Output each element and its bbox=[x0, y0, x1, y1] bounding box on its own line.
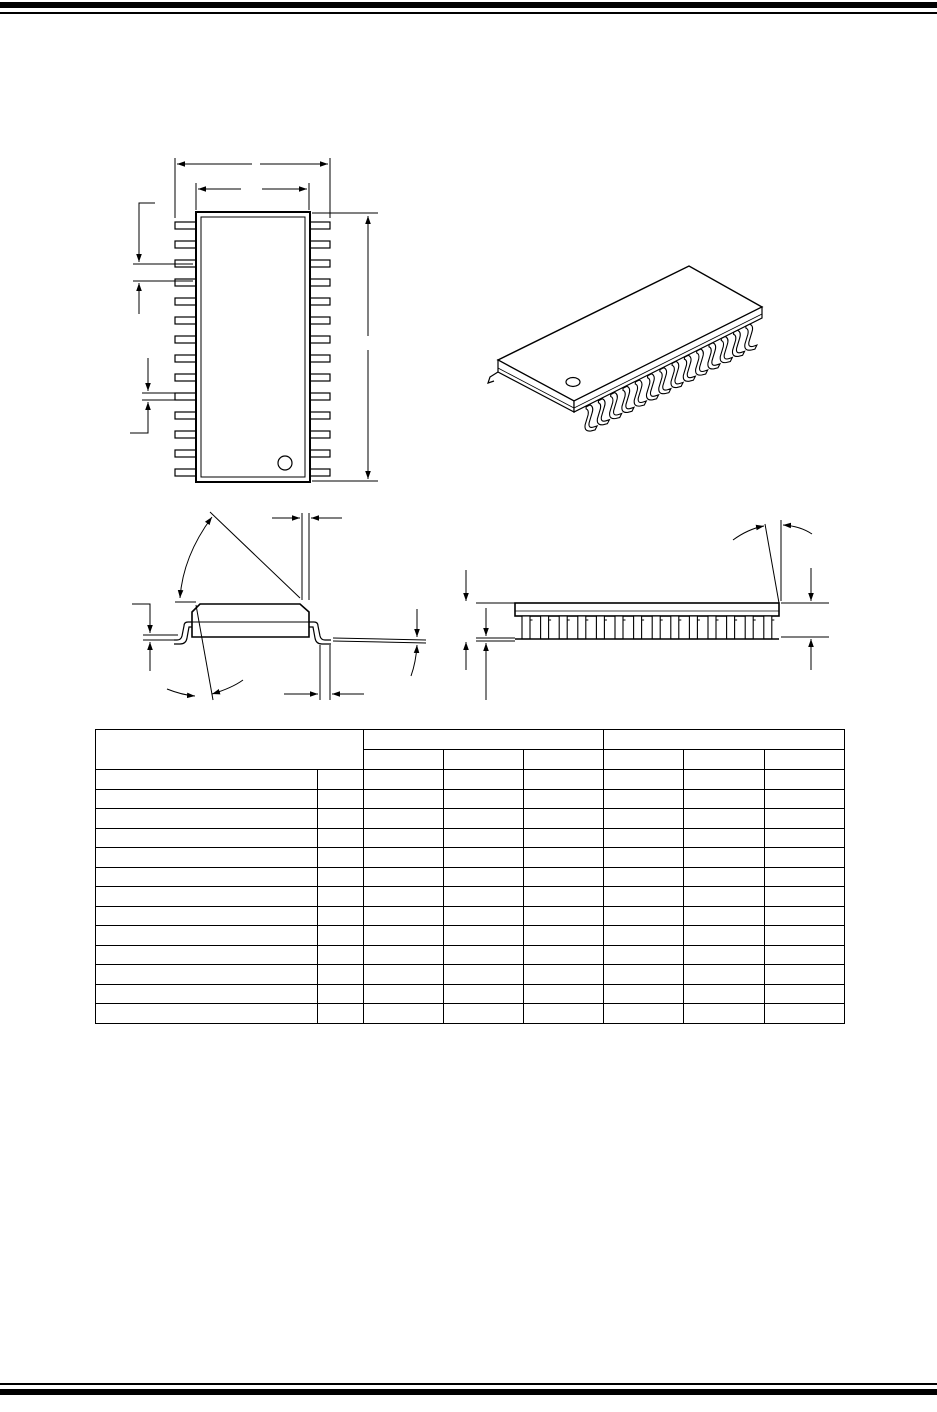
iso-lead bbox=[597, 399, 609, 425]
table-cell bbox=[364, 1004, 444, 1024]
table-cell bbox=[444, 750, 524, 770]
table-cell bbox=[444, 945, 524, 965]
table-cell bbox=[684, 906, 765, 926]
lead-right bbox=[310, 298, 330, 305]
table-cell bbox=[604, 770, 684, 790]
table-cell bbox=[96, 730, 364, 750]
package-body-outline bbox=[196, 212, 310, 482]
table-cell bbox=[444, 809, 524, 829]
table-cell bbox=[96, 750, 364, 770]
table-cell bbox=[684, 867, 765, 887]
lead-end bbox=[727, 616, 735, 639]
table-cell bbox=[524, 926, 604, 946]
table-cell bbox=[96, 1004, 318, 1024]
side-body bbox=[192, 604, 309, 637]
table-cell bbox=[96, 809, 318, 829]
table-cell bbox=[96, 867, 318, 887]
iso-lead bbox=[646, 374, 658, 400]
lead-right bbox=[310, 317, 330, 324]
table-cell bbox=[318, 965, 364, 985]
iso-lead bbox=[585, 405, 597, 431]
bottom-rule-thick bbox=[0, 1389, 937, 1395]
table-cell bbox=[96, 887, 318, 907]
table-cell bbox=[318, 906, 364, 926]
table-cell bbox=[318, 789, 364, 809]
table-cell bbox=[604, 750, 684, 770]
lead-left bbox=[175, 393, 196, 400]
table-cell bbox=[318, 828, 364, 848]
table-cell bbox=[318, 926, 364, 946]
table-cell bbox=[96, 984, 318, 1004]
table-cell bbox=[524, 848, 604, 868]
table-cell bbox=[765, 926, 845, 946]
table-cell bbox=[364, 770, 444, 790]
table-cell bbox=[96, 770, 318, 790]
lead-right bbox=[310, 393, 330, 400]
table-cell bbox=[444, 906, 524, 926]
top-view bbox=[130, 158, 378, 482]
lead-right bbox=[310, 412, 330, 419]
table-cell bbox=[604, 848, 684, 868]
table-cell bbox=[684, 945, 765, 965]
table-cell bbox=[364, 730, 604, 750]
table-cell bbox=[604, 926, 684, 946]
table-cell bbox=[96, 789, 318, 809]
table-cell bbox=[318, 809, 364, 829]
table-cell bbox=[604, 984, 684, 1004]
table-cell bbox=[684, 965, 765, 985]
end-body bbox=[515, 603, 779, 616]
lead-end bbox=[634, 616, 642, 639]
table-cell bbox=[684, 789, 765, 809]
table-cell bbox=[524, 887, 604, 907]
table-cell bbox=[524, 809, 604, 829]
iso-lead bbox=[683, 355, 695, 381]
iso-lead bbox=[732, 330, 744, 356]
table-cell bbox=[524, 1004, 604, 1024]
lead-end bbox=[652, 616, 660, 639]
table-cell bbox=[684, 770, 765, 790]
table-row bbox=[96, 730, 845, 750]
table-cell bbox=[684, 750, 765, 770]
table-cell bbox=[604, 867, 684, 887]
table-cell bbox=[604, 1004, 684, 1024]
lead-right bbox=[310, 431, 330, 438]
lead-right bbox=[310, 260, 330, 267]
table-cell bbox=[444, 965, 524, 985]
table-cell bbox=[318, 848, 364, 868]
lead-end bbox=[522, 616, 530, 639]
lead-right bbox=[310, 222, 330, 229]
isometric-view bbox=[488, 266, 762, 431]
end-view bbox=[466, 520, 829, 700]
table-cell bbox=[364, 867, 444, 887]
table-row bbox=[96, 770, 845, 790]
right-leads bbox=[310, 222, 330, 476]
table-row bbox=[96, 828, 845, 848]
table-cell bbox=[364, 965, 444, 985]
table-cell bbox=[96, 965, 318, 985]
table-cell bbox=[96, 906, 318, 926]
lead-end bbox=[689, 616, 697, 639]
table-cell bbox=[318, 1004, 364, 1024]
table-cell bbox=[444, 1004, 524, 1024]
table-cell bbox=[444, 789, 524, 809]
table-cell bbox=[684, 887, 765, 907]
table-cell bbox=[364, 848, 444, 868]
iso-lead bbox=[708, 343, 720, 369]
iso-lead bbox=[745, 324, 757, 350]
iso-lead bbox=[671, 361, 683, 387]
table-cell bbox=[684, 926, 765, 946]
table-cell bbox=[765, 828, 845, 848]
table-cell bbox=[524, 789, 604, 809]
lead-end bbox=[671, 616, 679, 639]
iso-lead bbox=[659, 368, 671, 394]
table-cell bbox=[318, 984, 364, 1004]
left-leads bbox=[175, 222, 196, 476]
table-cell bbox=[364, 887, 444, 907]
table-row bbox=[96, 984, 845, 1004]
table-cell bbox=[684, 1004, 765, 1024]
table-cell bbox=[444, 984, 524, 1004]
table-cell bbox=[318, 770, 364, 790]
table-cell bbox=[524, 965, 604, 985]
package-body-inner bbox=[201, 217, 305, 477]
lead-end bbox=[596, 616, 604, 639]
lead-end bbox=[764, 616, 772, 639]
table-cell bbox=[604, 887, 684, 907]
table-cell bbox=[765, 945, 845, 965]
lead-end bbox=[559, 616, 567, 639]
table-cell bbox=[604, 730, 845, 750]
lead-right bbox=[310, 336, 330, 343]
table-cell bbox=[364, 750, 444, 770]
iso-lead bbox=[720, 337, 732, 363]
table-cell bbox=[444, 887, 524, 907]
lead-right bbox=[310, 374, 330, 381]
dimension-table bbox=[95, 729, 845, 1024]
table-cell bbox=[444, 867, 524, 887]
lead-left bbox=[175, 222, 196, 229]
lead-end bbox=[708, 616, 716, 639]
table-cell bbox=[524, 750, 604, 770]
table-cell bbox=[318, 945, 364, 965]
table-cell bbox=[96, 848, 318, 868]
lead-right bbox=[310, 355, 330, 362]
table-cell bbox=[684, 828, 765, 848]
lead-left bbox=[175, 298, 196, 305]
lead-left bbox=[175, 279, 196, 286]
lead-end bbox=[578, 616, 586, 639]
table-cell bbox=[604, 809, 684, 829]
table-cell bbox=[524, 770, 604, 790]
table-cell bbox=[444, 828, 524, 848]
lead-right bbox=[310, 450, 330, 457]
table-row bbox=[96, 867, 845, 887]
table-cell bbox=[364, 945, 444, 965]
lead-left bbox=[175, 431, 196, 438]
lead-left bbox=[175, 317, 196, 324]
table-cell bbox=[524, 828, 604, 848]
table-cell bbox=[604, 906, 684, 926]
iso-lead bbox=[696, 349, 708, 375]
bottom-rule-thin bbox=[0, 1383, 937, 1385]
table-cell bbox=[364, 906, 444, 926]
table-cell bbox=[765, 848, 845, 868]
lead-end bbox=[615, 616, 623, 639]
lead-left bbox=[175, 450, 196, 457]
table-cell bbox=[96, 945, 318, 965]
table-row bbox=[96, 809, 845, 829]
table-cell bbox=[684, 984, 765, 1004]
table-cell bbox=[765, 984, 845, 1004]
table-cell bbox=[364, 789, 444, 809]
side-view bbox=[132, 512, 426, 700]
table-cell bbox=[524, 867, 604, 887]
end-leads bbox=[522, 616, 774, 639]
table-row bbox=[96, 906, 845, 926]
lead-left bbox=[175, 412, 196, 419]
table-cell bbox=[604, 945, 684, 965]
table-row bbox=[96, 945, 845, 965]
table-cell bbox=[765, 867, 845, 887]
table-cell bbox=[604, 789, 684, 809]
table-cell bbox=[444, 770, 524, 790]
table-cell bbox=[524, 945, 604, 965]
table-cell bbox=[318, 867, 364, 887]
lead-left bbox=[175, 241, 196, 248]
lead-left bbox=[175, 355, 196, 362]
table-cell bbox=[765, 809, 845, 829]
iso-lead bbox=[610, 393, 622, 419]
table-row bbox=[96, 926, 845, 946]
table-cell bbox=[444, 926, 524, 946]
lead-right bbox=[310, 469, 330, 476]
table-row bbox=[96, 848, 845, 868]
table-cell bbox=[684, 809, 765, 829]
lead-end bbox=[745, 616, 753, 639]
table-cell bbox=[765, 750, 845, 770]
table-cell bbox=[364, 828, 444, 848]
iso-lead bbox=[634, 380, 646, 406]
table-cell bbox=[765, 1004, 845, 1024]
lead-left bbox=[175, 336, 196, 343]
iso-lead bbox=[622, 386, 634, 412]
table-cell bbox=[96, 828, 318, 848]
table-cell bbox=[364, 809, 444, 829]
table-cell bbox=[765, 887, 845, 907]
pin1-marker-icon bbox=[278, 456, 292, 470]
table-cell bbox=[364, 984, 444, 1004]
table-row bbox=[96, 750, 845, 770]
table-cell bbox=[765, 906, 845, 926]
table-cell bbox=[96, 926, 318, 946]
table-cell bbox=[765, 965, 845, 985]
table-row bbox=[96, 887, 845, 907]
lead-left bbox=[175, 469, 196, 476]
table-row bbox=[96, 789, 845, 809]
table-cell bbox=[684, 848, 765, 868]
table-cell bbox=[318, 887, 364, 907]
lead-end bbox=[541, 616, 549, 639]
table-row bbox=[96, 1004, 845, 1024]
table-cell bbox=[604, 828, 684, 848]
table-cell bbox=[364, 926, 444, 946]
table-cell bbox=[604, 965, 684, 985]
table-row bbox=[96, 965, 845, 985]
table-cell bbox=[524, 984, 604, 1004]
table-cell bbox=[765, 770, 845, 790]
lead-left bbox=[175, 374, 196, 381]
table-cell bbox=[524, 906, 604, 926]
table-cell bbox=[765, 789, 845, 809]
lead-right bbox=[310, 241, 330, 248]
lead-right bbox=[310, 279, 330, 286]
table-cell bbox=[444, 848, 524, 868]
